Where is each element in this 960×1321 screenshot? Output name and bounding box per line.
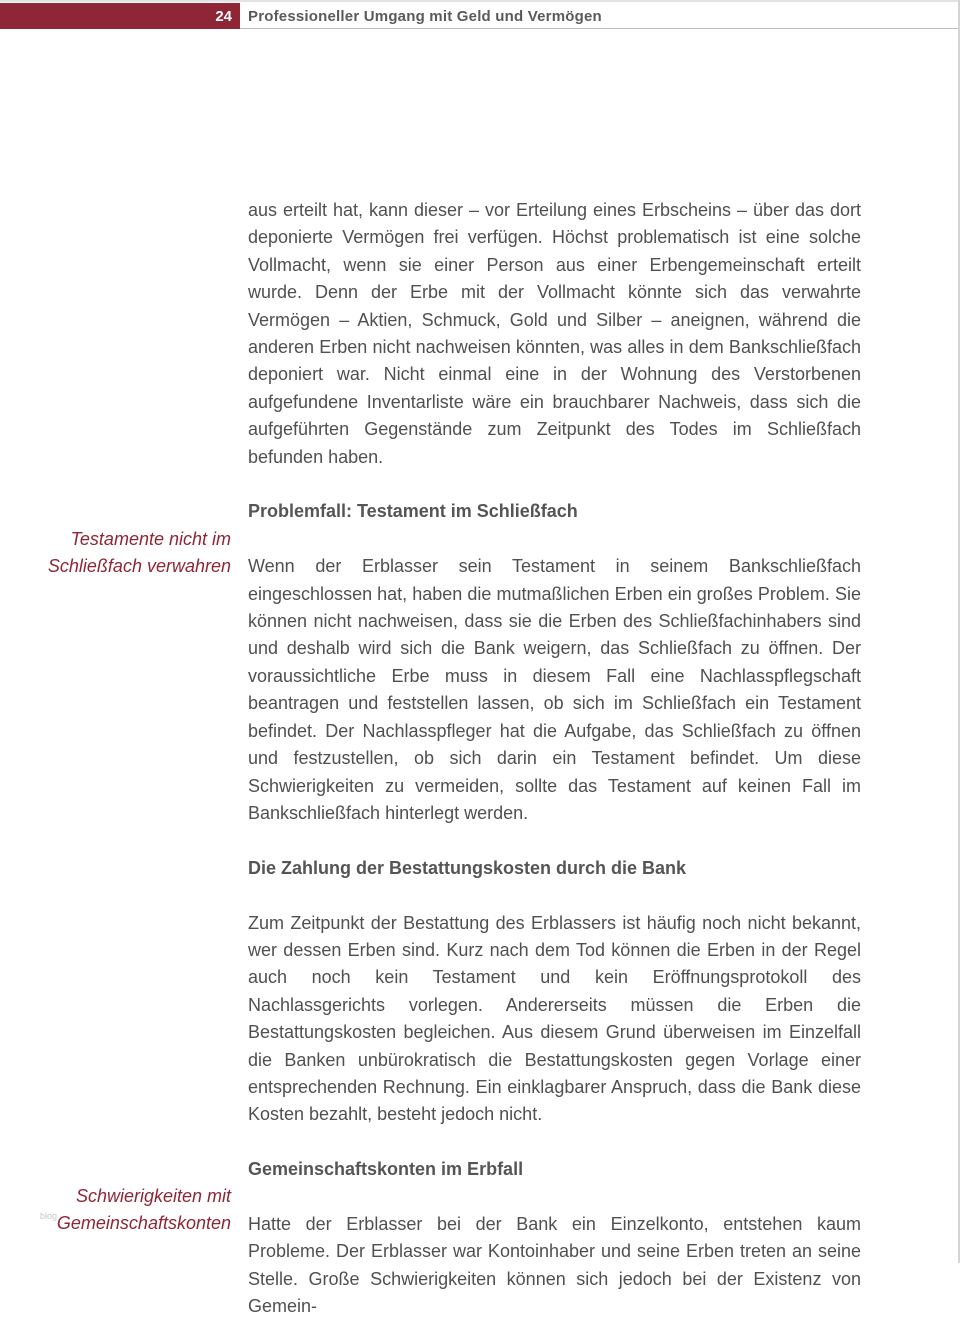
header-rule	[240, 28, 960, 29]
heading-gemeinschaftskonten: Gemeinschaftskonten im Erbfall	[248, 1159, 524, 1180]
margin-note-testament	[20, 526, 231, 581]
header-top-line	[0, 0, 960, 2]
heading-problemfall: Problemfall: Testament im Schließfach	[248, 501, 578, 522]
margin-note-line: Gemeinschaftskonten	[56, 1213, 231, 1234]
heading-bestattungskosten: Die Zahlung der Bestattungskosten durch die Bank	[248, 857, 687, 878]
paragraph-3: Zum Zeitpunkt der Bestattung des Erblassers ist häufig noch nicht bekannt, wer dessen Erben sind. Kurz nach dem Tod können die Erben in der Regel auch noch kein Testament und kein Eröffnungsprotokoll des Nachlassgerichts vorlegen. Andererseits müssen die Erben die Bestattungskosten begleichen. Aus diesem Grund überweisen im Einzelfall die Banken unbürokratisch die Bestattungskosten gegen Vorlage einer entsprechenden Rechnung. Ein einklagbarer Anspruch, dass die Bank diese Kosten bezahlt, besteht jedoch nicht.	[248, 912, 861, 1125]
watermark: blog	[40, 1211, 58, 1221]
margin-note-line: Schwierigkeiten mit	[75, 1186, 231, 1206]
paragraph-1: aus erteilt hat, kann dieser – vor Erteilung eines Erbscheins – über das dort deponierte Vermögen frei verfügen. Höchst problematisch ist eine solche Vollmacht, wenn sie einer Person aus einer Erbengemeinschaft erteilt wurde. Denn der Erbe mit der Vollmacht könnte sich das verwahrte Vermögen – Aktien, Schmuck, Gold und Silber – aneignen, während die anderen Erben nicht nachweisen könnten, was alles in dem Bankschließfach deponiert war. Nicht einmal eine in der Wohnung des Verstorbenen aufgefundene Inventarliste wäre ein brauchbarer Nachweis, dass sich die aufgeführten Gegenstände zum Zeitpunkt des Todes im Schließfach befunden haben.	[248, 200, 861, 467]
margin-note-line: Schließfach verwahren	[47, 556, 231, 577]
paragraph-2: Wenn der Erblasser sein Testament in seinem Bankschließfach eingeschlossen hat, haben die mutmaßlichen Erben ein großes Problem. Sie können nicht nachweisen, dass sie die Erben des Schließfachinhabers sind und deshalb wird sich die Bank weigern, das Schließfach zu öffnen. Der voraussichtliche Erbe muss in diesem Fall eine Nachlasspflegschaft beantragen und feststellen lassen, ob sich im Schließfach ein Testament befindet. Der Nachlasspfleger hat die Aufgabe, das Schließfach zu öffnen und festzustellen, ob sich darin ein Testament befindet. Um diese Schwierigkeiten zu vermeiden, sollte das Testament auf keinen Fall im Bankschließfach hinterlegt werden.	[248, 556, 861, 823]
paragraph-4: Hatte der Erblasser bei der Bank ein Einzelkonto, entstehen kaum Probleme. Der Erblasser war Kontoinhaber und seine Erben treten an seine Stelle. Große Schwierigkeiten können sich jedoch bei der Existenz von Gemein-	[248, 1213, 861, 1317]
running-title: Professioneller Umgang mit Geld und Vermögen	[248, 7, 602, 25]
body-text	[248, 197, 861, 1321]
page-number: 24	[0, 3, 240, 29]
margin-note-line: Testamente nicht im	[70, 529, 231, 549]
